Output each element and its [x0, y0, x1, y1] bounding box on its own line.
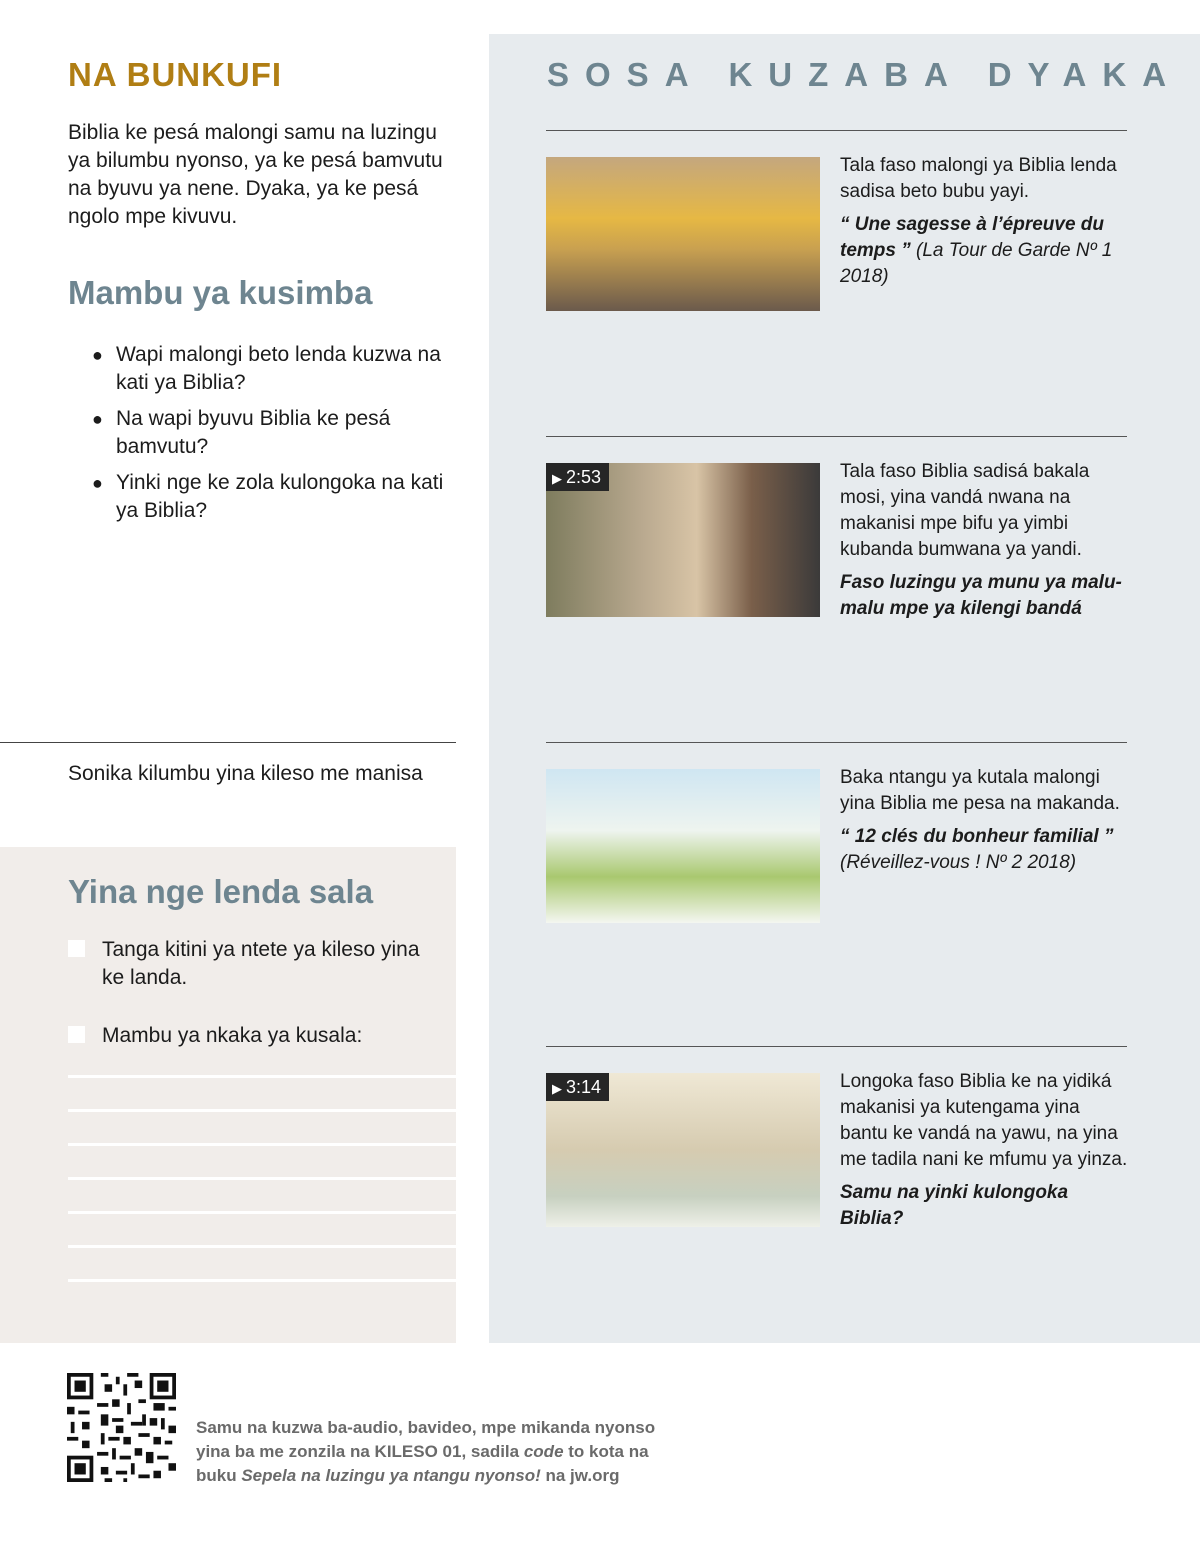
resource-source-title[interactable]: Samu na yinki kulongoka Biblia?: [840, 1182, 1069, 1229]
write-line[interactable]: [68, 1143, 456, 1146]
todo-title: Yina nge lenda sala: [68, 873, 374, 910]
video-duration: 3:14: [566, 1077, 602, 1097]
list-item: [92, 469, 452, 525]
bullet-icon: ●: [92, 473, 103, 493]
footer-text-part: yina ba me zonzila na KILESO 01, sadila: [196, 1442, 524, 1461]
divider: [546, 742, 1127, 743]
divider: [546, 130, 1127, 131]
write-line[interactable]: [68, 1075, 456, 1078]
footer-line: Samu na kuzwa ba-audio, bavideo, mpe mikanda nyonso: [196, 1418, 656, 1437]
resource-source[interactable]: [840, 212, 1130, 290]
section-heading: NA BUNKUFI: [68, 56, 283, 93]
resource-text: [840, 459, 1130, 622]
question-text: Yinki nge ke zola kulongoka na kati ya Biblia?: [116, 471, 444, 522]
footer-line: [196, 1440, 716, 1464]
footer-text-part: buku: [196, 1466, 242, 1485]
footer-text-part: to kota na: [563, 1442, 649, 1461]
resource-source-ref: (Réveillez-vous ! Nº 2 2018): [840, 852, 1077, 873]
write-line[interactable]: [68, 1211, 456, 1214]
bullet-icon: ●: [92, 409, 103, 429]
todo-item-label: Tanga kitini ya ntete ya kileso yina ke landa.: [102, 938, 420, 989]
resource-source-title[interactable]: Faso luzingu ya munu ya malu-malu mpe ya kilengi bandá: [840, 572, 1122, 619]
write-line[interactable]: [68, 1109, 456, 1112]
resource-source-title[interactable]: “ 12 clés du bonheur familial ”: [840, 826, 1114, 847]
write-line[interactable]: [68, 1245, 456, 1248]
book-title-link[interactable]: Sepela na luzingu ya ntangu nyonso!: [241, 1466, 541, 1485]
intro-paragraph: Biblia ke pesá malongi samu na luzingu ya bilumbu nyonso, ya ke pesá bamvutu na byuvu ya nene. Dyaka, ya ke pesá ngolo mpe kivuvu.: [68, 121, 443, 228]
resource-source-ref: (La Tour de Garde Nº 1 2018): [840, 240, 1113, 287]
resource-image-family[interactable]: [546, 769, 820, 923]
divider: [0, 742, 456, 743]
list-item: [92, 405, 452, 461]
question-text: Na wapi byuvu Biblia ke pesá bamvutu?: [116, 407, 391, 458]
resource-text: [840, 765, 1130, 876]
checkbox-icon[interactable]: [68, 1026, 85, 1043]
footer-text-part: na jw.org: [540, 1466, 620, 1485]
qr-code-icon[interactable]: [67, 1373, 176, 1482]
list-item: [92, 341, 452, 397]
questions-heading: Mambu ya kusimba: [68, 274, 373, 311]
resource-image-train-station[interactable]: [546, 157, 820, 311]
play-icon: ▶: [552, 1081, 562, 1096]
video-thumbnail-couple-reading[interactable]: [546, 1073, 820, 1227]
video-duration-badge: [546, 463, 609, 491]
divider: [546, 436, 1127, 437]
resource-description: Tala faso malongi ya Biblia lenda sadisa beto bubu yayi.: [840, 155, 1117, 202]
resource-source[interactable]: [840, 824, 1130, 876]
video-thumbnail-man[interactable]: [546, 463, 820, 617]
video-duration-badge: [546, 1073, 609, 1101]
play-icon: ▶: [552, 471, 562, 486]
resource-description: Baka ntangu ya kutala malongi yina Biblia me pesa na makanda.: [840, 767, 1120, 814]
resource-description: Longoka faso Biblia ke na yidiká makanisi ya kutengama yina bantu ke vandá na yawu, na yina me tadila nani ke mfumu ya yinza.: [840, 1071, 1128, 1170]
resource-text: [840, 1069, 1130, 1232]
checkbox-icon[interactable]: [68, 940, 85, 957]
resource-text: [840, 153, 1130, 290]
resource-source[interactable]: [840, 570, 1130, 622]
learn-more-panel: [489, 34, 1200, 1343]
write-line[interactable]: [68, 1279, 456, 1282]
bullet-icon: ●: [92, 345, 103, 365]
write-line[interactable]: [68, 1177, 456, 1180]
video-duration: 2:53: [566, 467, 602, 487]
panel-title: SOSA KUZABA DYAKA: [547, 56, 1183, 93]
resource-source[interactable]: [840, 1180, 1130, 1232]
resource-source-title[interactable]: “ Une sagesse à l’épreuve du temps ”: [840, 214, 1105, 261]
footer-text: [196, 1416, 716, 1488]
todo-item[interactable]: [68, 936, 438, 992]
questions-list: [92, 341, 452, 533]
footer-line: [196, 1464, 716, 1488]
todo-item[interactable]: [68, 1022, 438, 1050]
divider: [546, 1046, 1127, 1047]
write-date-note: Sonika kilumbu yina kileso me manisa: [68, 762, 423, 785]
resource-description: Tala faso Biblia sadisá bakala mosi, yina vandá nwana na makanisi mpe bifu ya yimbi kubanda bumwana ya yandi.: [840, 461, 1090, 560]
question-text: Wapi malongi beto lenda kuzwa na kati ya Biblia?: [116, 343, 441, 394]
todo-box: [0, 847, 456, 1343]
todo-item-label: Mambu ya nkaka ya kusala:: [102, 1024, 363, 1047]
footer-text-part: code: [523, 1442, 564, 1461]
